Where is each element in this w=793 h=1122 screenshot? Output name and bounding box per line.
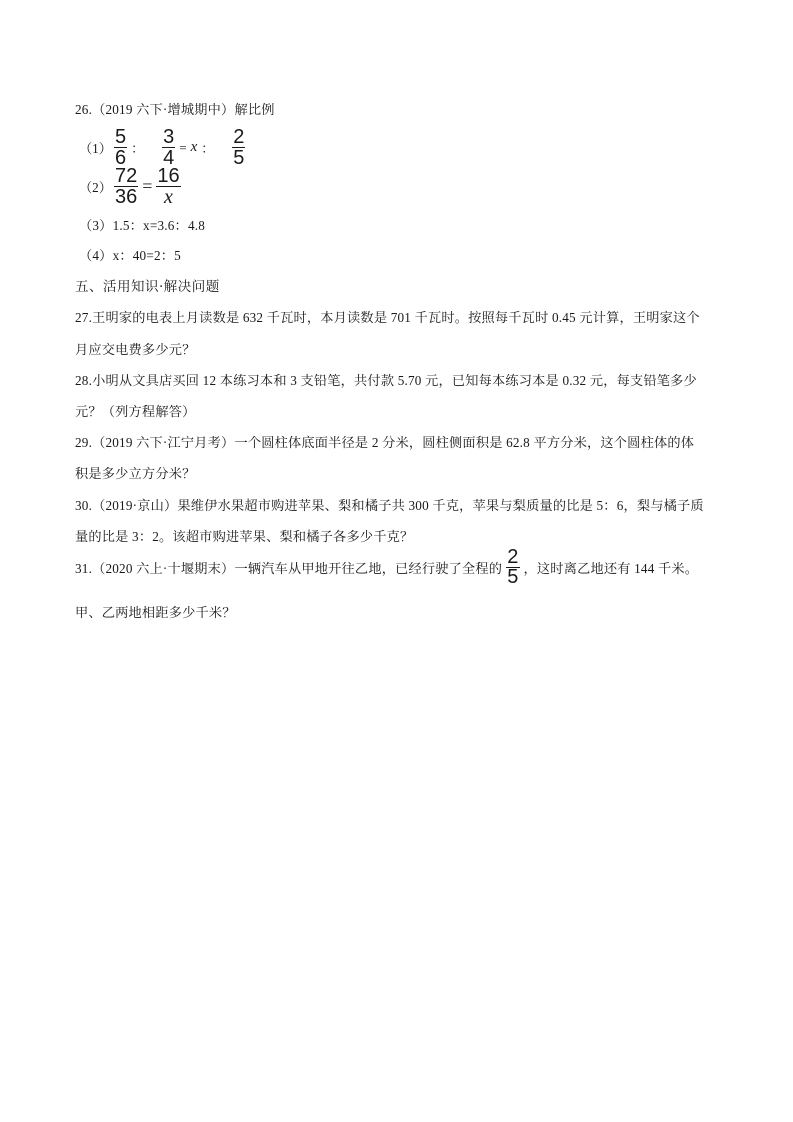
q30-line-2: 量的比是 3：2。该超市购进苹果、梨和橘子各多少千克？	[75, 529, 414, 544]
item-label: （2）	[79, 180, 112, 195]
item-label: （1）	[79, 141, 112, 156]
q26-item-1: （1） $\frac{5}{6}$ ： $\frac{3}{4}$ = x ： $\frac{2}{5}$	[79, 126, 245, 169]
q31-line-2: 甲、乙两地相距多少千米？	[75, 605, 236, 620]
q26-item-4: （4）x：40=2：5	[79, 248, 181, 263]
fraction: $\frac{2}{5}$	[233, 126, 245, 169]
fraction: $\frac{3}{4}$	[163, 126, 175, 169]
fraction: $\frac{72}{36}$	[114, 165, 138, 208]
fraction: $\frac{16}{x}$	[157, 165, 180, 208]
q28-line-2: 元？（列方程解答）	[75, 404, 196, 419]
q29-line-2: 积是多少立方分米？	[75, 466, 196, 481]
q30-line-1: 30.（2019·京山）果维伊水果超市购进苹果、梨和橘子共 300 千克，苹果与梨质量的比是 5：6，梨与橘子质	[75, 498, 704, 513]
fraction: $\frac{5}{6}$	[114, 126, 127, 169]
fraction: $\frac{2}{5}$	[507, 545, 519, 588]
q29-line-1: 29.（2019 六下·江宁月考）一个圆柱体底面半径是 2 分米，圆柱侧面积是 62.8 平方分米，这个圆柱体的体	[75, 435, 695, 450]
q26-item-2: （2） $\frac{72}{36}$ = $\frac{16}{x}$	[79, 165, 180, 208]
q26-title: 26.（2019 六下·增城期中）解比例	[75, 102, 275, 117]
q31-line-1: 31.（2020 六上·十堰期末）一辆汽车从甲地开往乙地，已经行驶了全程的 $\frac{2}{5}$ ，这时离乙地还有 144 千米。	[75, 545, 699, 588]
q26-item-3: （3）1.5：x=3.6：4.8	[79, 218, 206, 233]
q27-line-2: 月应交电费多少元？	[75, 342, 196, 357]
q27-line-1: 27.王明家的电表上月读数是 632 千瓦时，本月读数是 701 千瓦时。按照每千瓦时 0.45 元计算，王明家这个	[75, 310, 700, 325]
q28-line-1: 28.小明从文具店买回 12 本练习本和 3 支铅笔，共付款 5.70 元，已知每本练习本是 0.32 元，每支铅笔多少	[75, 373, 697, 388]
section-heading: 五、活用知识·解决问题	[75, 279, 220, 295]
